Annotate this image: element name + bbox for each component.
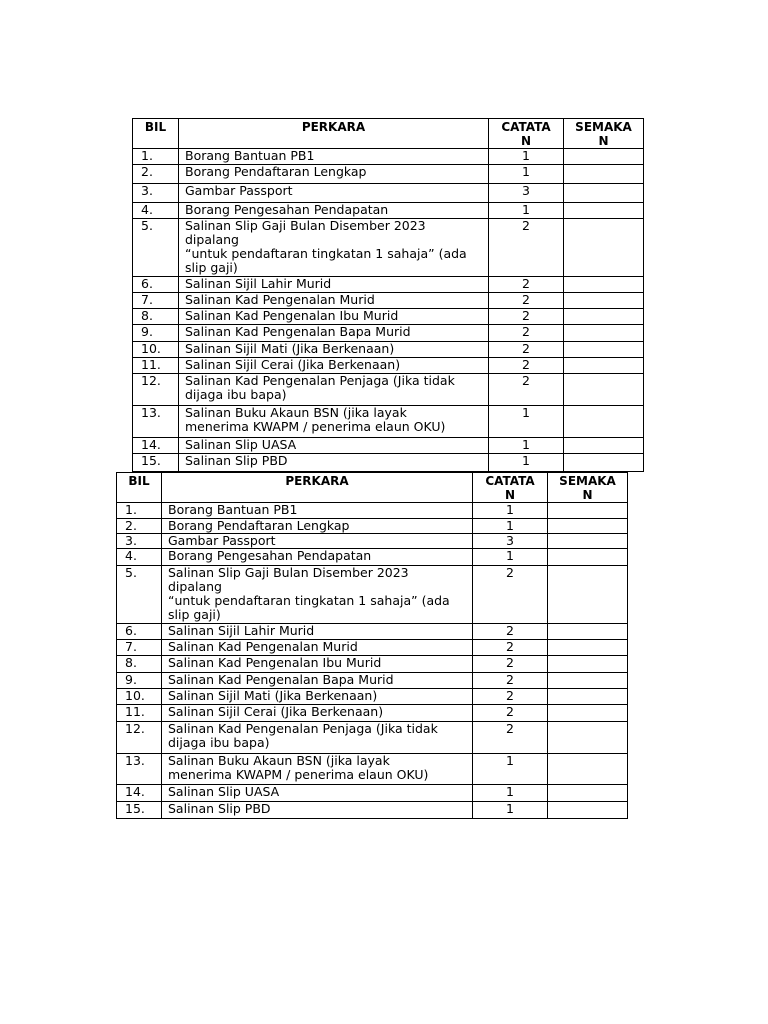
row-number: 13. [133, 406, 179, 438]
row-number: 10. [133, 342, 179, 358]
row-catatan: 1 [473, 503, 548, 519]
row-semakan [548, 705, 628, 722]
row-perkara: Salinan Sijil Mati (Jika Berkenaan) [179, 342, 489, 358]
row-perkara: Gambar Passport [179, 184, 489, 203]
row-number: 12. [133, 374, 179, 406]
row-semakan [548, 802, 628, 819]
row-number: 1. [133, 149, 179, 165]
row-semakan [564, 309, 644, 325]
row-perkara: Salinan Sijil Lahir Murid [162, 624, 473, 640]
row-catatan: 1 [489, 406, 564, 438]
row-perkara: Borang Bantuan PB1 [162, 503, 473, 519]
table-row [117, 754, 628, 785]
row-number: 9. [133, 325, 179, 342]
table-row [117, 722, 628, 754]
row-semakan [548, 640, 628, 656]
row-number: 15. [133, 454, 179, 472]
row-number: 12. [117, 722, 162, 754]
row-perkara: Salinan Kad Pengenalan Ibu Murid [179, 309, 489, 325]
table-row [133, 358, 644, 374]
table-body [133, 119, 644, 472]
row-number: 5. [133, 219, 179, 277]
row-number: 8. [133, 309, 179, 325]
row-semakan [548, 689, 628, 705]
row-perkara: Borang Bantuan PB1 [179, 149, 489, 165]
row-catatan: 3 [473, 534, 548, 549]
row-semakan [548, 785, 628, 802]
table-body [117, 473, 628, 819]
row-catatan: 1 [489, 149, 564, 165]
row-number: 11. [133, 358, 179, 374]
header-catatan: CATATA N [473, 473, 548, 503]
row-perkara: Salinan Slip UASA [162, 785, 473, 802]
table-row [117, 640, 628, 656]
table-row [133, 406, 644, 438]
row-perkara: Borang Pendaftaran Lengkap [179, 165, 489, 184]
row-semakan [548, 656, 628, 673]
row-number: 3. [133, 184, 179, 203]
row-number: 1. [117, 503, 162, 519]
row-semakan [548, 534, 628, 549]
row-number: 14. [117, 785, 162, 802]
row-semakan [548, 549, 628, 566]
row-semakan [564, 454, 644, 472]
row-semakan [564, 438, 644, 454]
row-catatan: 2 [489, 325, 564, 342]
table-row [133, 309, 644, 325]
table-row [117, 534, 628, 549]
row-perkara: Salinan Sijil Cerai (Jika Berkenaan) [179, 358, 489, 374]
header-catatan: CATATA N [489, 119, 564, 149]
table-row [133, 454, 644, 472]
header-bil: BIL [133, 119, 179, 149]
row-catatan: 2 [473, 689, 548, 705]
row-catatan: 2 [489, 374, 564, 406]
row-semakan [564, 374, 644, 406]
row-number: 9. [117, 673, 162, 689]
row-number: 14. [133, 438, 179, 454]
row-catatan: 2 [489, 293, 564, 309]
row-number: 6. [117, 624, 162, 640]
row-catatan: 1 [473, 754, 548, 785]
row-number: 8. [117, 656, 162, 673]
row-perkara: Salinan Buku Akaun BSN (jika layak menerima KWAPM / penerima elaun OKU) [179, 406, 489, 438]
row-semakan [564, 165, 644, 184]
row-perkara: Salinan Slip PBD [162, 802, 473, 819]
row-perkara: Salinan Slip Gaji Bulan Disember 2023 dipalang “untuk pendaftaran tingkatan 1 sahaja” (ada slip gaji) [179, 219, 489, 277]
row-semakan [548, 754, 628, 785]
row-catatan: 2 [473, 640, 548, 656]
row-number: 7. [117, 640, 162, 656]
table-row [133, 277, 644, 293]
table-row [117, 656, 628, 673]
row-perkara: Salinan Sijil Mati (Jika Berkenaan) [162, 689, 473, 705]
row-number: 4. [117, 549, 162, 566]
table-row [133, 219, 644, 277]
row-semakan [548, 624, 628, 640]
table-row [133, 342, 644, 358]
row-catatan: 1 [489, 165, 564, 184]
row-catatan: 1 [473, 519, 548, 534]
row-semakan [564, 406, 644, 438]
row-number: 6. [133, 277, 179, 293]
checklist-table-2 [116, 472, 628, 819]
table-row [117, 705, 628, 722]
table-row [117, 624, 628, 640]
row-perkara: Salinan Kad Pengenalan Penjaga (Jika tidak dijaga ibu bapa) [162, 722, 473, 754]
row-catatan: 2 [473, 722, 548, 754]
row-perkara: Salinan Buku Akaun BSN (jika layak menerima KWAPM / penerima elaun OKU) [162, 754, 473, 785]
row-catatan: 1 [489, 438, 564, 454]
table-row [117, 785, 628, 802]
table-row [133, 184, 644, 203]
row-perkara: Salinan Slip UASA [179, 438, 489, 454]
table-row [117, 519, 628, 534]
row-number: 5. [117, 566, 162, 624]
row-catatan: 2 [473, 656, 548, 673]
row-semakan [548, 566, 628, 624]
row-catatan: 2 [473, 566, 548, 624]
row-catatan: 1 [489, 454, 564, 472]
row-perkara: Salinan Kad Pengenalan Ibu Murid [162, 656, 473, 673]
row-catatan: 2 [473, 673, 548, 689]
row-catatan: 1 [473, 785, 548, 802]
row-semakan [564, 325, 644, 342]
row-semakan [564, 219, 644, 277]
row-perkara: Salinan Kad Pengenalan Bapa Murid [162, 673, 473, 689]
row-catatan: 2 [489, 342, 564, 358]
table-row [133, 438, 644, 454]
row-number: 2. [133, 165, 179, 184]
table-row [117, 503, 628, 519]
row-catatan: 1 [473, 549, 548, 566]
row-semakan [564, 358, 644, 374]
row-catatan: 1 [489, 203, 564, 219]
row-perkara: Salinan Slip Gaji Bulan Disember 2023 dipalang “untuk pendaftaran tingkatan 1 sahaja” (ada slip gaji) [162, 566, 473, 624]
row-perkara: Borang Pengesahan Pendapatan [179, 203, 489, 219]
row-perkara: Salinan Kad Pengenalan Murid [162, 640, 473, 656]
row-semakan [564, 149, 644, 165]
row-perkara: Salinan Kad Pengenalan Murid [179, 293, 489, 309]
table-row [117, 566, 628, 624]
row-perkara: Salinan Slip PBD [179, 454, 489, 472]
row-semakan [548, 519, 628, 534]
row-catatan: 3 [489, 184, 564, 203]
row-perkara: Gambar Passport [162, 534, 473, 549]
row-perkara: Borang Pendaftaran Lengkap [162, 519, 473, 534]
row-catatan: 1 [473, 802, 548, 819]
row-semakan [564, 203, 644, 219]
row-semakan [548, 673, 628, 689]
table-row [117, 802, 628, 819]
row-number: 3. [117, 534, 162, 549]
table-row [133, 203, 644, 219]
header-perkara: PERKARA [179, 119, 489, 149]
table-row [133, 293, 644, 309]
checklist-table-1 [132, 118, 644, 472]
row-semakan [564, 184, 644, 203]
row-number: 11. [117, 705, 162, 722]
row-catatan: 2 [473, 705, 548, 722]
table-row [117, 673, 628, 689]
table-row [133, 325, 644, 342]
row-catatan: 2 [489, 309, 564, 325]
row-semakan [564, 342, 644, 358]
row-number: 7. [133, 293, 179, 309]
row-semakan [564, 293, 644, 309]
table-row [133, 374, 644, 406]
row-semakan [548, 503, 628, 519]
header-row [117, 473, 628, 503]
header-semakan: SEMAKA N [564, 119, 644, 149]
row-perkara: Salinan Kad Pengenalan Penjaga (Jika tidak dijaga ibu bapa) [179, 374, 489, 406]
table-row [117, 689, 628, 705]
row-catatan: 2 [489, 358, 564, 374]
row-perkara: Salinan Kad Pengenalan Bapa Murid [179, 325, 489, 342]
row-number: 2. [117, 519, 162, 534]
row-perkara: Borang Pengesahan Pendapatan [162, 549, 473, 566]
table-row [133, 165, 644, 184]
row-number: 15. [117, 802, 162, 819]
row-catatan: 2 [489, 277, 564, 293]
row-catatan: 2 [489, 219, 564, 277]
table-row [133, 149, 644, 165]
header-row [133, 119, 644, 149]
row-number: 4. [133, 203, 179, 219]
row-semakan [548, 722, 628, 754]
header-semakan: SEMAKA N [548, 473, 628, 503]
row-perkara: Salinan Sijil Cerai (Jika Berkenaan) [162, 705, 473, 722]
header-bil: BIL [117, 473, 162, 503]
header-perkara: PERKARA [162, 473, 473, 503]
row-catatan: 2 [473, 624, 548, 640]
row-semakan [564, 277, 644, 293]
row-number: 13. [117, 754, 162, 785]
row-perkara: Salinan Sijil Lahir Murid [179, 277, 489, 293]
row-number: 10. [117, 689, 162, 705]
table-row [117, 549, 628, 566]
